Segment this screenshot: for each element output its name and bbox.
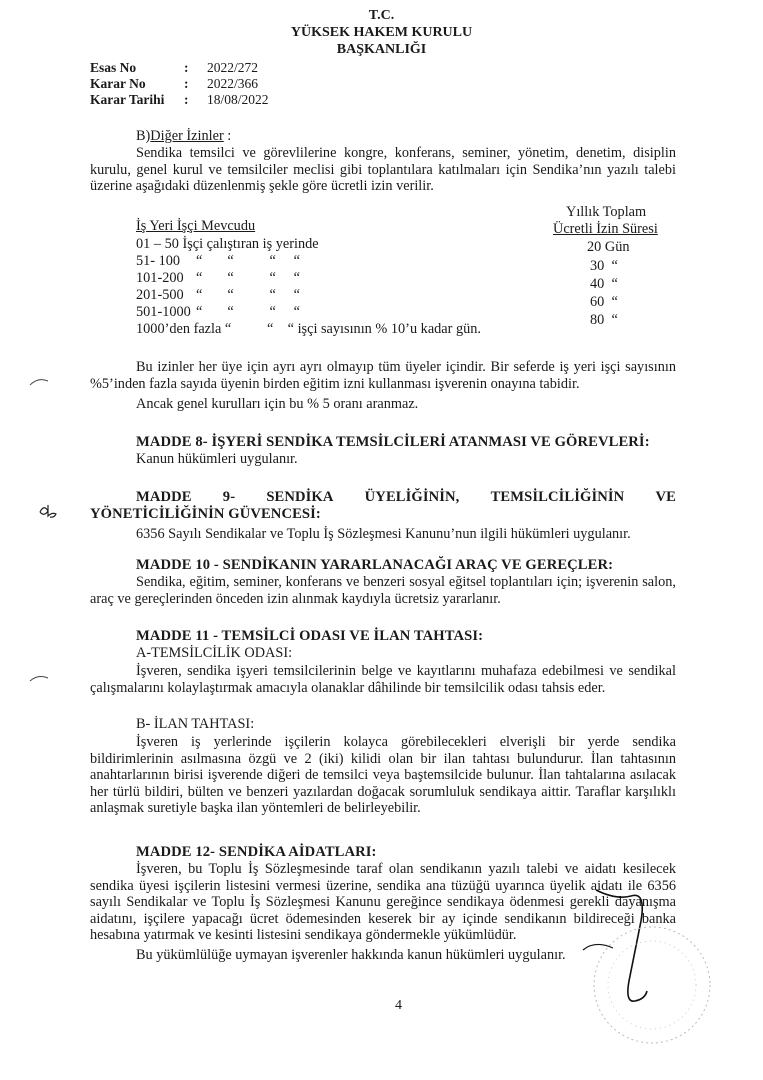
table-col1-header: İş Yeri İşçi Mevcudu bbox=[136, 218, 256, 234]
esas-colon: : bbox=[184, 60, 189, 75]
table-row-range: 501-1000 bbox=[136, 304, 191, 320]
table-row-ditto: “ “ “ “ bbox=[196, 287, 301, 303]
signature-mark bbox=[583, 944, 613, 950]
karar-value: 2022/366 bbox=[207, 76, 259, 91]
table-row-range: 101-200 bbox=[136, 270, 184, 286]
izin-note-paragraph: Bu izinler her üye için ayrı ayrı olmayıp tüm üyeler içindir. Bir seferde iş yeri işçi sayısının %5’inden fazla sayıda üyenin birden eğitim izni kullanması işverenin onayına tabidir. bbox=[90, 359, 676, 392]
table-row-days: 40 “ bbox=[590, 276, 618, 292]
header-presidency: BAŞKANLIĞI bbox=[336, 42, 427, 57]
karar-colon: : bbox=[184, 76, 189, 91]
header-institution: YÜKSEK HAKEM KURULU bbox=[290, 25, 473, 40]
madde12-heading: MADDE 12- SENDİKA AİDATLARI: bbox=[136, 844, 377, 860]
table-row-days: 30 “ bbox=[590, 258, 618, 274]
table-row-range: 51- 100 bbox=[136, 253, 181, 269]
tarih-label: Karar Tarihi bbox=[90, 92, 165, 107]
madde11-sub-b: B- İLAN TAHTASI: bbox=[136, 716, 255, 732]
margin-tick-mark bbox=[30, 677, 48, 681]
madde12-text: İşveren, bu Toplu İş Sözleşmesinde taraf olan sendikanın yazılı talebi ve aidatı kesilecek sendika üyesi işçilerin listesini vermesi üzerine, sendika ana tüzüğü uyarınca üyelik aidatı ile 6356 sayılı Sendikalar ve Toplu İş Sözleşmesi Kanunu gereğince sendikaya ödenmesi gerekli dayanışma aidatını, işçilere yapacağı ücret ödemesinden keserek bir ay içinde sendikanın bildireceği banka hesabına yatırmak ve kesinti listesini sendikaya göndermekle yükümlüdür. bbox=[90, 861, 676, 944]
izin-note-second: Ancak genel kurulları için bu % 5 oranı aranmaz. bbox=[136, 396, 419, 412]
table-row-ditto: “ “ “ “ bbox=[196, 270, 301, 286]
diger-heading-prefix: B) bbox=[136, 128, 151, 144]
madde11-heading: MADDE 11 - TEMSİLCİ ODASI VE İLAN TAHTASI: bbox=[136, 628, 484, 644]
table-row-days: 60 “ bbox=[590, 294, 618, 310]
table-row-range: 201-500 bbox=[136, 287, 184, 303]
esas-label: Esas No bbox=[90, 60, 137, 75]
madde9-word: TEMSİLCİLİĞİNİN bbox=[490, 489, 625, 505]
table-col2-header-line1: Yıllık Toplam bbox=[566, 204, 647, 220]
madde10-text: Sendika, eğitim, seminer, konferans ve benzeri sosyal eğitsel toplantıları için; işverenin salon, araç ve gereçlerinden önceden izin alınmak kaydıyla ücretsiz yararlanır. bbox=[90, 574, 676, 607]
madde9-word: MADDE bbox=[136, 489, 192, 505]
page-number: 4 bbox=[395, 998, 402, 1013]
madde8-heading: MADDE 8- İŞYERİ SENDİKA TEMSİLCİLERİ ATANMASI VE GÖREVLERİ: bbox=[136, 434, 650, 450]
madde9-word: VE bbox=[655, 489, 676, 505]
tarih-value: 18/08/2022 bbox=[207, 92, 269, 107]
table-col2-header-line2: Ücretli İzin Süresi bbox=[553, 221, 658, 237]
margin-initials-mark bbox=[40, 505, 56, 517]
madde9-word: 9- bbox=[222, 489, 236, 505]
table-row-range: 01 – 50 İşçi çalıştıran iş yerinde bbox=[136, 236, 319, 252]
karar-label: Karar No bbox=[90, 76, 146, 91]
header-tc: T.C. bbox=[368, 8, 395, 23]
table-row-days: 20 Gün bbox=[587, 239, 630, 255]
diger-heading-suffix: : bbox=[223, 128, 232, 144]
stamp-mark bbox=[594, 927, 710, 1043]
table-row-ditto: “ “ “ “ bbox=[196, 253, 301, 269]
diger-paragraph: Sendika temsilci ve görevlilerine kongre, konferans, seminer, yönetim, denetim, disiplin kurulu, genel kurul ve temsilciler meclisi gibi toplantılara katılmaları için Sendika’nın yazılı talebi üzerine aşağıdaki düzenlenmiş şekle göre ücretli izin verilir. bbox=[90, 145, 676, 195]
madde10-heading: MADDE 10 - SENDİKANIN YARARLANACAĞI ARAÇ VE GEREÇLER: bbox=[136, 557, 614, 573]
table-last-row: 1000’den fazla “ “ “ işçi sayısının % 10’u kadar gün. bbox=[136, 321, 482, 337]
table-row-ditto: “ “ “ “ bbox=[196, 304, 301, 320]
madde9-heading-line2: YÖNETİCİLİĞİNİN GÜVENCESİ: bbox=[90, 506, 321, 522]
diger-heading-title: Diğer İzinler bbox=[150, 128, 224, 144]
madde11-sub-a: A-TEMSİLCİLİK ODASI: bbox=[136, 645, 293, 661]
madde11-text-b: İşveren iş yerlerinde işçilerin kolayca görebilecekleri elverişli bir yerde sendika bildirimlerinin asılmasına özgü ve 2 (iki) kilidi olan bir ilan tahtası bulundurur. İlan tahtasının anahtarlarının birisi işverende diğeri de temsilci veya baştemsilcide bulunur. İlan tahtalarına asılacak her türlü bildiri, bülten ve benzeri yazılardan doğacak sorumluluk sendikaya aittir. Taraflar karşılıklı anlaşmak suretiyle başka ilan yöntemleri de belirleyebilir. bbox=[90, 734, 676, 817]
madde9-text: 6356 Sayılı Sendikalar ve Toplu İş Sözleşmesi Kanunu’nun ilgili hükümleri uygulanır. bbox=[136, 526, 631, 542]
esas-value: 2022/272 bbox=[207, 60, 259, 75]
madde9-word: ÜYELİĞİNİN, bbox=[364, 489, 460, 505]
madde12-text2: Bu yükümlülüğe uymayan işverenler hakkında kanun hükümleri uygulanır. bbox=[136, 947, 566, 963]
margin-tick-mark bbox=[30, 380, 48, 385]
madde8-text: Kanun hükümleri uygulanır. bbox=[136, 451, 298, 467]
stamp-mark bbox=[608, 941, 696, 1029]
tarih-colon: : bbox=[184, 92, 189, 107]
table-row-days: 80 “ bbox=[590, 312, 618, 328]
madde11-text-a: İşveren, sendika işyeri temsilcilerinin belge ve kayıtlarını muhafaza edebilmesi ve sendikal çalışmalarını kolaylaştırmak amacıyla olanaklar dâhilinde bir temsilcilik odası tahsis eder. bbox=[90, 663, 676, 696]
madde9-word: SENDİKA bbox=[266, 489, 334, 505]
